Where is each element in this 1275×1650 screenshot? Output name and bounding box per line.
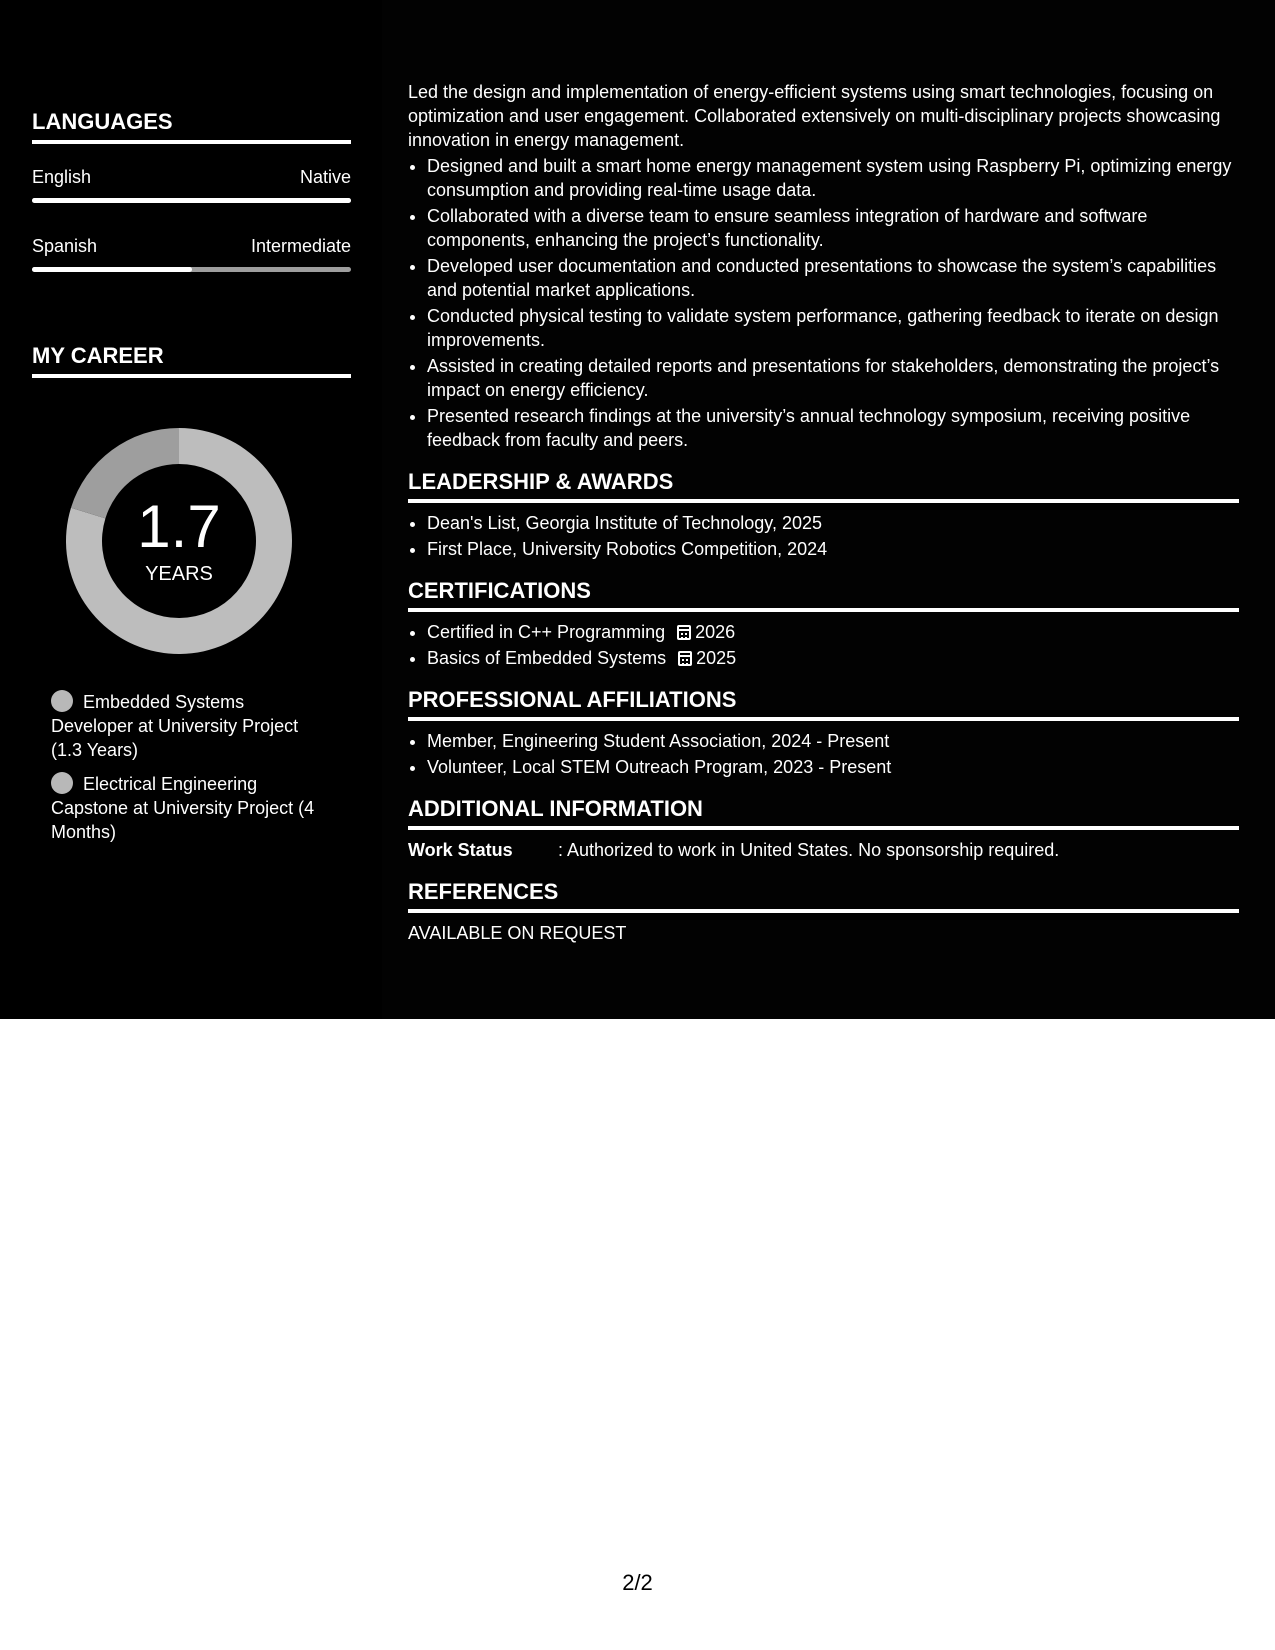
language-proficiency-fill (32, 198, 351, 203)
leadership-item: • First Place, University Robotics Competition, 2024 (427, 537, 1239, 561)
experience-bullet: • Conducted physical testing to validate system performance, gathering feedback to iterate on design improvements. (427, 304, 1239, 352)
career-legend-label: Embedded Systems Developer at University Project (1.3 Years) (51, 692, 299, 760)
languages-divider (32, 140, 351, 144)
career-heading: MY CAREER (32, 343, 164, 368)
language-level: Intermediate (250, 236, 351, 256)
leadership-item: • Dean's List, Georgia Institute of Technology, 2025 (427, 511, 1239, 535)
career-legend-item (51, 772, 331, 844)
career-legend (51, 690, 331, 854)
language-level: Native (299, 167, 351, 187)
language-proficiency-fill (32, 267, 192, 272)
certification-name: Certified in C++ Programming (427, 622, 666, 642)
experience-bullet: • Presented research findings at the university’s annual technology symposium, receiving positive feedback from faculty and peers. (427, 404, 1239, 452)
affiliations-heading: PROFESSIONAL AFFILIATIONS (408, 687, 737, 712)
language-proficiency-bar (32, 198, 351, 203)
career-legend-item (51, 690, 331, 762)
language-item-english (32, 166, 351, 203)
experience-bullet: • Developed user documentation and conducted presentations to showcase the system’s capabilities and potential market applications. (427, 254, 1239, 302)
certification-year: 2025 (696, 648, 737, 668)
language-item-spanish (32, 235, 351, 272)
career-legend-label: Electrical Engineering Capstone at University Project (4 Months) (51, 774, 315, 842)
affiliations-list (408, 729, 1239, 779)
experience-summary: Led the design and implementation of energy-efficient systems using smart technologies, focusing on optimization and user engagement. Collaborated extensively on multi-disciplinary projects showcasing innovation in energy management. (408, 82, 1221, 150)
page-number: 2/2 (622, 1570, 653, 1595)
career-total-unit: YEARS (145, 563, 213, 585)
experience-bullet: • Collaborated with a diverse team to ensure seamless integration of hardware and software components, enhancing the project’s functionality. (427, 204, 1239, 252)
experience-bullets (408, 154, 1239, 452)
calendar-icon (678, 651, 692, 666)
experience-bullet: • Assisted in creating detailed reports and presentations for stakeholders, demonstrating the project’s impact on energy efficiency. (427, 354, 1239, 402)
affiliation-item: • Member, Engineering Student Association, 2024 - Present (427, 729, 1239, 753)
certification-item (427, 620, 1239, 644)
leadership-heading: LEADERSHIP & AWARDS (408, 469, 674, 494)
certification-year: 2026 (695, 622, 736, 642)
language-name: Spanish (32, 236, 98, 256)
main-content (408, 80, 1239, 945)
legend-dot-icon (51, 772, 73, 794)
certifications-divider (408, 608, 1239, 612)
language-proficiency-bar (32, 267, 351, 272)
work-status-row (408, 838, 1239, 862)
sidebar-content (32, 108, 351, 378)
languages-heading: LANGUAGES (32, 109, 173, 134)
experience-bullet: • Designed and built a smart home energy management system using Raspberry Pi, optimizing energy consumption and providing real-time usage data. (427, 154, 1239, 202)
work-status-label: Work Status (408, 840, 513, 860)
certification-name: Basics of Embedded Systems (427, 648, 667, 668)
career-divider (32, 374, 351, 378)
language-name: English (32, 167, 92, 187)
legend-dot-icon (51, 690, 73, 712)
career-donut-chart (66, 428, 292, 654)
certifications-heading: CERTIFICATIONS (408, 578, 591, 603)
references-heading: REFERENCES (408, 879, 559, 904)
additional-info-divider (408, 826, 1239, 830)
career-total-number: 1.7 (137, 493, 221, 560)
career-total (66, 428, 292, 654)
certification-item (427, 646, 1239, 670)
work-status-value: : Authorized to work in United States. No sponsorship required. (558, 840, 1060, 860)
references-text: AVAILABLE ON REQUEST (408, 923, 627, 943)
calendar-icon (677, 625, 691, 640)
leadership-divider (408, 499, 1239, 503)
references-divider (408, 909, 1239, 913)
leadership-list (408, 511, 1239, 561)
additional-info-heading: ADDITIONAL INFORMATION (408, 796, 703, 821)
affiliation-item: • Volunteer, Local STEM Outreach Program, 2023 - Present (427, 755, 1239, 779)
affiliations-divider (408, 717, 1239, 721)
certifications-list (408, 620, 1239, 670)
